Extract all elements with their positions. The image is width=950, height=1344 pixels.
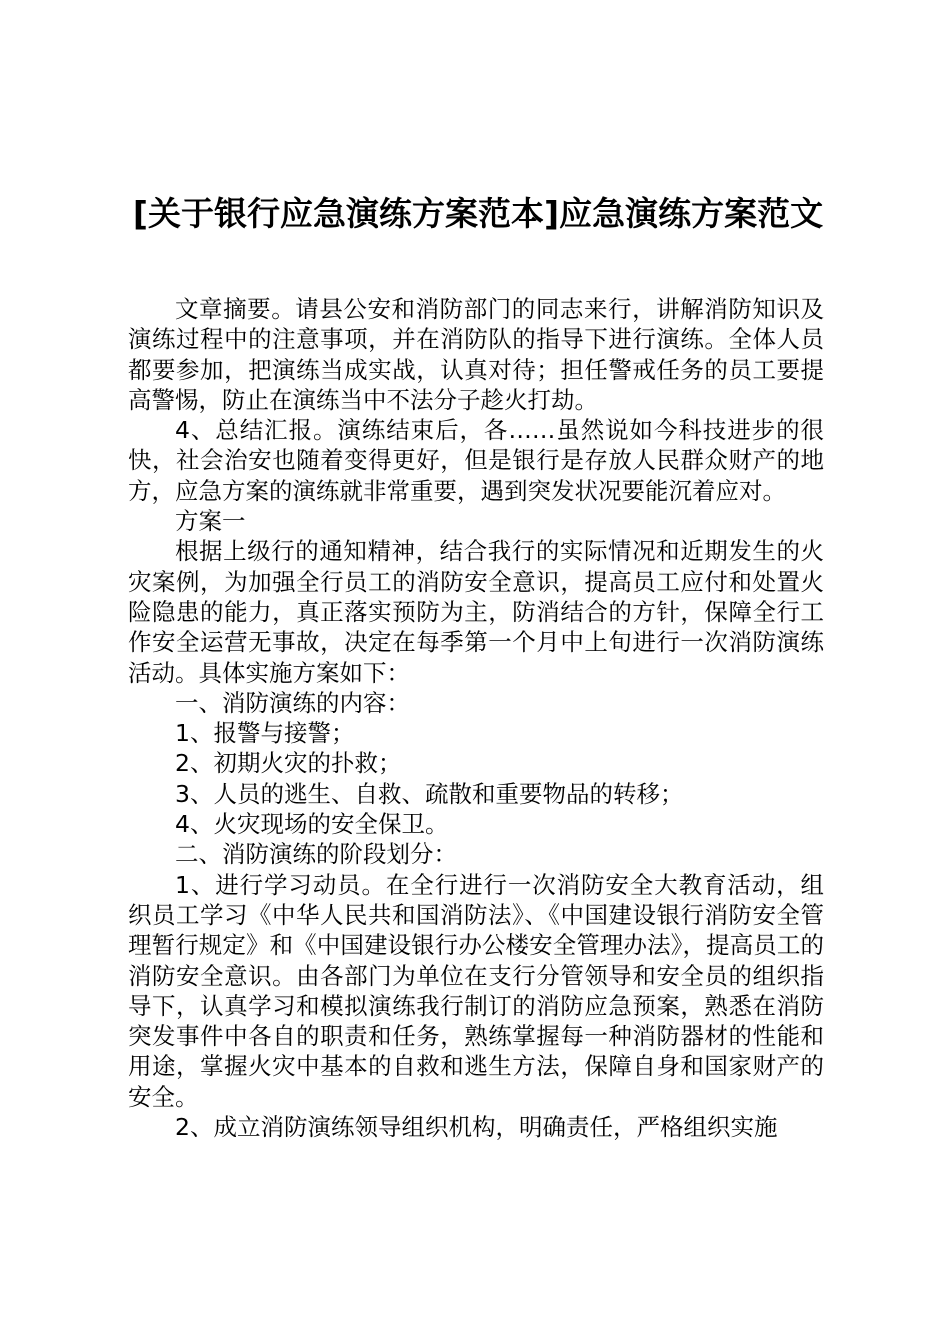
paragraph-section-two-heading: 二、消防演练的阶段划分： [175,840,457,869]
paragraph-item-initial-fire: 2、初期火灾的扑救； [175,749,402,778]
paragraph-study-mobilization: 1、进行学习动员。在全行进行一次消防安全大教育活动，组织员工学习《中华人民共和国消防法》、《中国建设银行消防安全管理暂行规定》和《中国建设银行办公楼安全管理办法》，提高员工的消防安全意识。由各部门为单位在支行分管领导和安全员的组织指导下，认真学习和模拟演练我行制订的消防应急预案，熟悉在消防突发事件中各自的职责和任务，熟练掌握每一种消防器材的性能和用途，掌握火灾中基本的自救和逃生方法，保障自身和国家财产的安全。 [128,870,824,1111]
paragraph-item-alarm: 1、报警与接警； [175,719,355,748]
document-title: [关于银行应急演练方案范本]应急演练方案范文 [132,194,824,233]
paragraph-plan-intro: 根据上级行的通知精神，结合我行的实际情况和近期发生的火灾案例，为加强全行员工的消防安全意识，提高员工应付和处置火险隐患的能力，真正落实预防为主，防消结合的方针，保障全行工作安全运营无事故，决定在每季第一个月中上旬进行一次消防演练活动。具体实施方案如下： [128,537,824,687]
paragraph-organization: 2、成立消防演练领导组织机构，明确责任，严格组织实施 [175,1113,778,1142]
document-body [128,294,824,1142]
paragraph-item-security: 4、火灾现场的安全保卫。 [175,810,449,839]
paragraph-plan-one-heading: 方案一 [175,507,246,536]
paragraph-summary-report: 4、总结汇报。演练结束后，各……虽然说如今科技进步的很快，社会治安也随着变得更好，但是银行是存放人民群众财产的地方，应急方案的演练就非常重要，遇到突发状况要能沉着应对。 [128,416,824,505]
paragraph-abstract: 文章摘要。请县公安和消防部门的同志来行，讲解消防知识及演练过程中的注意事项，并在消防队的指导下进行演练。全体人员都要参加，把演练当成实战，认真对待；担任警戒任务的员工要提高警惕，防止在演练当中不法分子趁火打劫。 [128,295,824,414]
paragraph-section-one-heading: 一、消防演练的内容： [175,688,410,717]
paragraph-item-evacuation: 3、人员的逃生、自救、疏散和重要物品的转移； [175,779,684,808]
